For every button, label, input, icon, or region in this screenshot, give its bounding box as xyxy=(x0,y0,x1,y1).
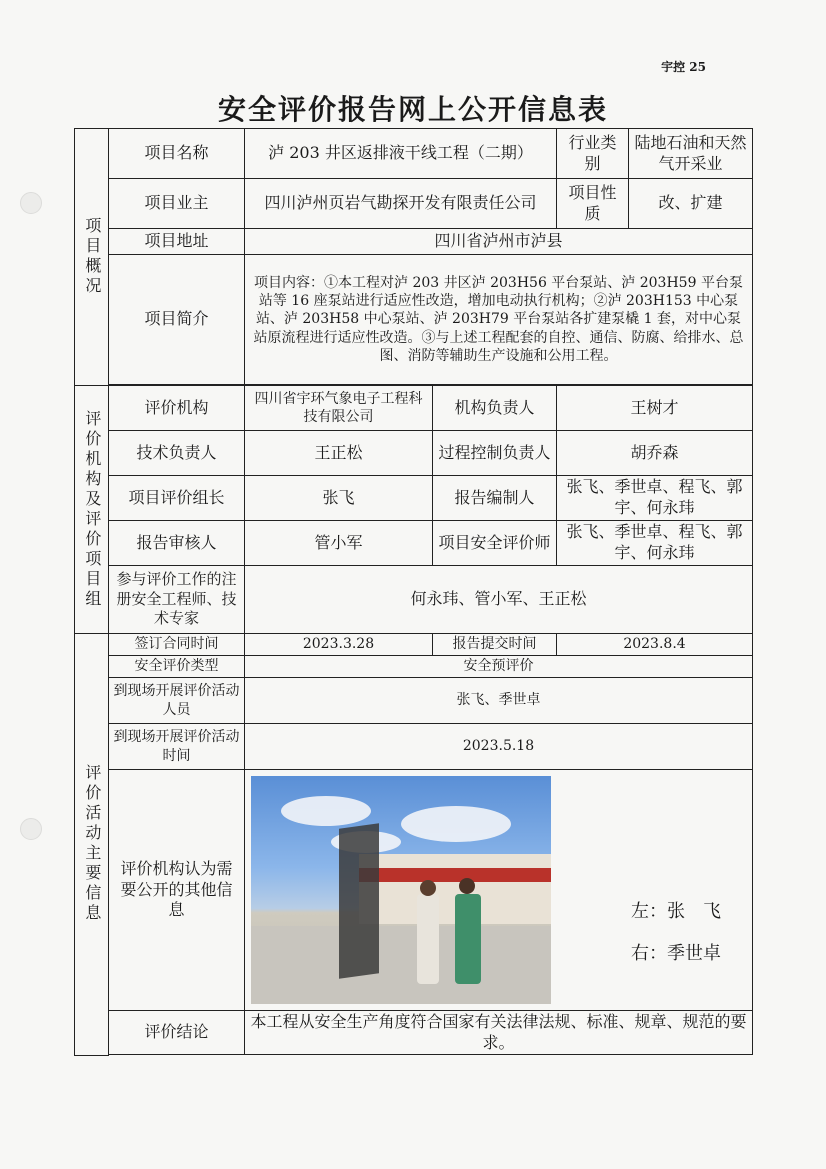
assessor-value: 张飞、季世卓、程飞、郭宇、何永玮 xyxy=(557,521,753,566)
punch-hole-top xyxy=(20,192,42,214)
other-info-label: 评价机构认为需要公开的其他信息 xyxy=(109,770,245,1011)
assessor-label: 项目安全评价师 xyxy=(433,521,557,566)
org-label: 评价机构 xyxy=(109,386,245,431)
row-org xyxy=(75,386,753,431)
row-dates xyxy=(75,634,753,656)
row-other-info xyxy=(75,770,753,1011)
row-address xyxy=(75,229,753,255)
org-head-label: 机构负责人 xyxy=(433,386,557,431)
owner-label: 项目业主 xyxy=(109,179,245,229)
row-experts xyxy=(75,566,753,634)
contract-label: 签订合同时间 xyxy=(109,634,245,656)
section-activity-info: 评价活动主要信息 xyxy=(75,634,109,1056)
author-label: 报告编制人 xyxy=(433,476,557,521)
row-reviewer xyxy=(75,521,753,566)
author-value: 张飞、季世卓、程飞、郭宇、何永玮 xyxy=(557,476,753,521)
row-onsite-people xyxy=(75,678,753,724)
experts-value: 何永玮、管小军、王正松 xyxy=(245,566,753,634)
section-project-overview: 项目概况 xyxy=(75,129,109,386)
org-head-value: 王树才 xyxy=(557,386,753,431)
contract-date: 2023.3.28 xyxy=(245,634,433,656)
reviewer-label: 报告审核人 xyxy=(109,521,245,566)
process-label: 过程控制负责人 xyxy=(433,431,557,476)
row-onsite-time xyxy=(75,724,753,770)
leader-value: 张飞 xyxy=(245,476,433,521)
nature-label: 项目性质 xyxy=(557,179,629,229)
row-owner xyxy=(75,179,753,229)
reviewer-value: 管小军 xyxy=(245,521,433,566)
project-name-value: 泸 203 井区返排液干线工程（二期） xyxy=(245,129,557,179)
address-label: 项目地址 xyxy=(109,229,245,255)
type-value: 安全预评价 xyxy=(245,656,753,678)
conclusion-value: 本工程从安全生产角度符合国家有关法律法规、标准、规章、规范的要求。 xyxy=(245,1011,753,1055)
nature-value: 改、扩建 xyxy=(629,179,753,229)
summary-value: 项目内容：①本工程对泸 203 井区泸 203H56 平台泵站、泸 203H59 平台泵站等 16 座泵站进行适应性改造，增加电动执行机构；②泸 203H153 中心泵站、泸 203H58 中心泵站、泸 203H79 平台泵站各扩建泵橇 1 套，对中心泵站原流程进行适应性改造。③与上述工程配套的自控、通信、防腐、给排水、总图、消防等辅助生产设施和公用工程。 xyxy=(245,255,753,385)
document-code: 宇控 25 xyxy=(661,60,706,74)
industry-value: 陆地石油和天然气开采业 xyxy=(629,129,753,179)
info-table xyxy=(74,128,753,1056)
project-name-label: 项目名称 xyxy=(109,129,245,179)
address-value: 四川省泸州市泸县 xyxy=(245,229,753,255)
tech-label: 技术负责人 xyxy=(109,431,245,476)
row-conclusion xyxy=(75,1011,753,1055)
row-summary xyxy=(75,255,753,385)
industry-label: 行业类别 xyxy=(557,129,629,179)
conclusion-label: 评价结论 xyxy=(109,1011,245,1055)
summary-label: 项目简介 xyxy=(109,255,245,385)
type-label: 安全评价类型 xyxy=(109,656,245,678)
row-leader xyxy=(75,476,753,521)
row-tech xyxy=(75,431,753,476)
submit-label: 报告提交时间 xyxy=(433,634,557,656)
photo-left-caption: 左：张 飞 xyxy=(631,901,721,922)
row-type xyxy=(75,656,753,678)
onsite-people-label: 到现场开展评价活动人员 xyxy=(109,678,245,724)
tech-value: 王正松 xyxy=(245,431,433,476)
experts-label: 参与评价工作的注册安全工程师、技术专家 xyxy=(109,566,245,634)
onsite-people-value: 张飞、季世卓 xyxy=(245,678,753,724)
owner-value: 四川泸州页岩气勘探开发有限责任公司 xyxy=(245,179,557,229)
process-value: 胡乔森 xyxy=(557,431,753,476)
org-value: 四川省宇环气象电子工程科技有限公司 xyxy=(245,386,433,431)
site-photo xyxy=(251,776,551,1004)
punch-hole-bottom xyxy=(20,818,42,840)
submit-date: 2023.8.4 xyxy=(557,634,753,656)
section-evaluation-team: 评价机构及评价项目组 xyxy=(75,386,109,634)
leader-label: 项目评价组长 xyxy=(109,476,245,521)
photo-right-caption: 右：季世卓 xyxy=(631,943,721,964)
onsite-time-label: 到现场开展评价活动时间 xyxy=(109,724,245,770)
row-project-name xyxy=(75,129,753,179)
document-title: 安全评价报告网上公开信息表 xyxy=(217,93,608,126)
onsite-time-value: 2023.5.18 xyxy=(245,724,753,770)
other-info-cell xyxy=(245,770,753,1011)
